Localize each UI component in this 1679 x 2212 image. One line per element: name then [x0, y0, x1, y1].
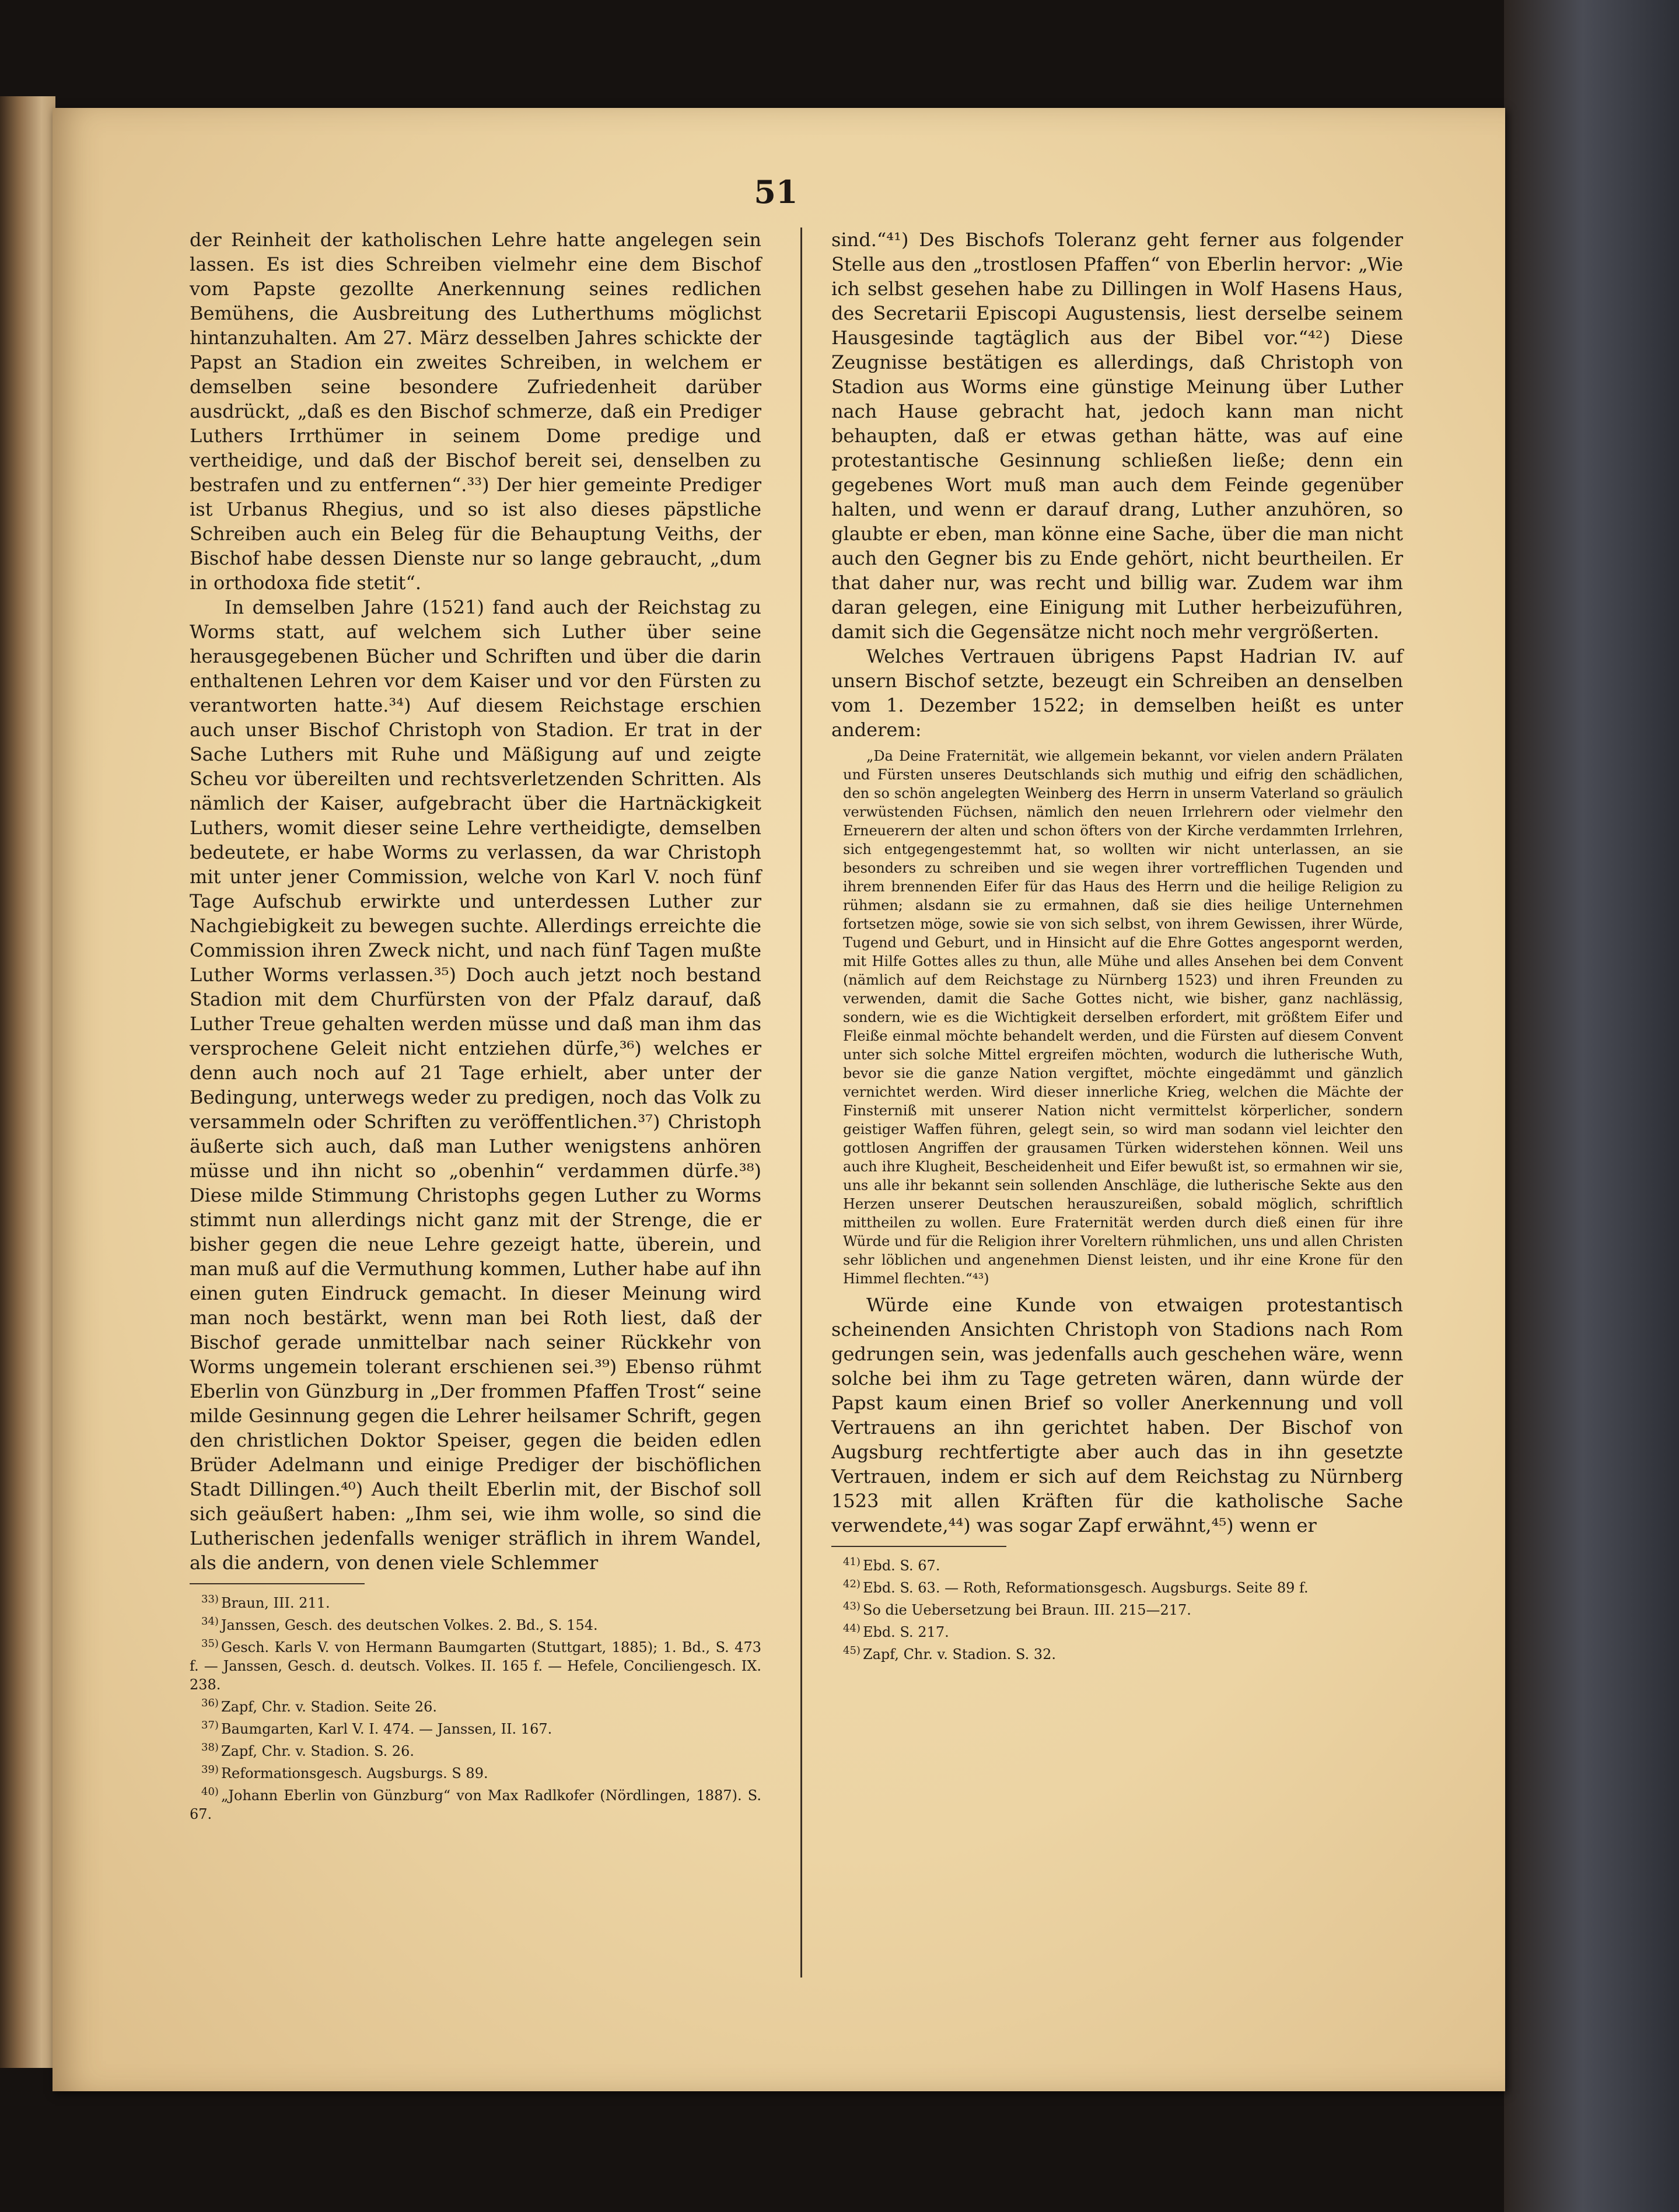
footnote-number: 41)	[843, 1556, 861, 1568]
left-paragraph-2: In demselben Jahre (1521) fand auch der Reichstag zu Worms statt, auf welchem sich Luther über seine herausgegebenen Bücher und Schriften und über die darin enthaltenen Lehren vor dem Kaiser und vor den Fürsten zu verantworten hatte.³⁴) Auf diesem Reichstage erschien auch unser Bischof Christoph von Stadion. Er trat in der Sache Luthers mit Ruhe und Mäßigung auf und zeigte Scheu vor übereilten und rechtsverletzenden Schritten. Als nämlich der Kaiser, aufgebracht über die Hartnäckigkeit Luthers, womit dieser seine Lehre vertheidigte, demselben bedeutete, er habe Worms zu verlassen, da war Christoph mit unter jener Commission, welche von Karl V. noch fünf Tage Aufschub erwirkte und unterdessen Luther zur Nachgiebigkeit zu bewegen suchte. Allerdings erreichte die Commission ihren Zweck nicht, und nach fünf Tagen mußte Luther Worms verlassen.³⁵) Doch auch jetzt noch bestand Stadion mit dem Churfürsten von der Pfalz darauf, daß Luther Treue gehalten werden müsse und daß man ihm das versprochene Geleit nicht entziehen dürfe,³⁶) welches er denn auch noch auf 21 Tage erhielt, aber unter der Bedingung, unterwegs weder zu predigen, noch das Volk zu versammeln oder Schriften zu veröffentlichen.³⁷) Christoph äußerte sich auch, daß man Luther wenigstens anhören müsse und ihn nicht so „obenhin“ verdammen dürfe.³⁸) Diese milde Stimmung Christophs gegen Luther zu Worms stimmt nun allerdings nicht ganz mit der Strenge, die er bisher gegen die neue Lehre gezeigt hatte, überein, und man muß auf die Vermuthung kommen, Luther habe auf ihn einen guten Eindruck gemacht. In dieser Meinung wird man noch bestärkt, wenn man bei Roth liest, daß der Bischof gerade unmittelbar nach seiner Rückkehr von Worms ungemein tolerant erschienen sei.³⁹) Ebenso rühmt Eberlin von Günzburg in „Der frommen Pfaffen Trost“ seine milde Gesinnung gegen die Lehrer heilsamer Schrift, gegen den christlichen Doktor Speiser, gegen die beiden edlen Brüder Adelmann und einige Prediger der bischöflichen Stadt Dillingen.⁴⁰) Auch theilt Eberlin mit, der Bischof soll sich geäußert haben: „Ihm sei, wie ihm wolle, so sind die Lutherischen jedenfalls weniger sträflich in ihrem Wandel, als die andern, von denen viele Schlemmer	[190, 596, 761, 1574]
footnote-text: So die Uebersetzung bei Braun. III. 215—217.	[862, 1602, 1191, 1618]
footnote-34	[190, 1612, 761, 1634]
footnote-number: 33)	[201, 1593, 219, 1605]
page-number: 51	[754, 173, 798, 211]
right-paragraph-2: Welches Vertrauen übrigens Papst Hadrian IV. auf unsern Bischof setzte, bezeugt ein Schreiben an denselben vom 1. Dezember 1522; in demselben heißt es unter anderem:	[831, 645, 1403, 741]
footnote-42	[831, 1575, 1403, 1597]
footnote-number: 43)	[843, 1600, 861, 1612]
footnote-text: Ebd. S. 67.	[862, 1558, 940, 1574]
footnote-text: Gesch. Karls V. von Hermann Baumgarten (Stuttgart, 1885); 1. Bd., S. 473 f. — Janssen, Gesch. d. deutsch. Volkes. II. 165 f. — Hefele, Conciliengesch. IX. 238.	[190, 1639, 761, 1693]
footnote-number: 36)	[201, 1697, 219, 1709]
footnote-35	[190, 1634, 761, 1694]
right-column	[831, 228, 1403, 1664]
footnote-38	[190, 1738, 761, 1760]
papal-letter-quote: „Da Deine Fraternität, wie allgemein bekannt, vor vielen andern Prälaten und Fürsten unseres Deutschlands sich muthig und eifrig den schädlichen, den so schön angelegten Weinberg des Herrn in unserm Vaterland so gräulich verwüstenden Füchsen, nämlich den neuen Irrlehrern oder vielmehr den Erneuerern der alten und schon öfters von der Kirche verdammten Irrlehren, sich entgegengestemmt hat, so wollten wir nicht unterlassen, an sie besonders zu schreiben und sie wegen ihrer vortrefflichen Tugenden und ihrem brennenden Eifer für das Haus des Herrn und die heilige Religion zu rühmen; alsdann sie zu ermahnen, daß sie dies heilige Unternehmen fortsetzen möge, sowie sie von sich selbst, von ihrem Gewissen, ihrer Würde, Tugend und Geburt, und in Hinsicht auf die Ehre Gottes angespornt werden, mit Hilfe Gottes alles zu thun, alle Mühe und alles Ansehen bei dem Convent (nämlich auf dem Reichstage zu Nürnberg 1523) und ihren Freunden zu verwenden, damit die Sache Gottes nicht, wie bisher, ganz nachlässig, sondern, wie es die Wichtigkeit derselben erfordert, mit größtem Eifer und Fleiße einmal möchte behandelt werden, und die Fürsten auf diesem Convent unter sich solche Mittel ergreifen möchten, wodurch die lutherische Wuth, bevor sie die ganze Nation vergiftet, möchte eingedämmt und gänzlich vernichtet werden. Wird dieser innerliche Krieg, welchen die Mächte der Finsterniß mit unserer Nation nicht vermittelst körperlicher, sondern geistiger Waffen führen, gelegt sein, so wird man sodann viel leichter den gottlosen Angriffen der grausamen Türken widerstehen können. Weil uns auch ihre Klugheit, Bescheidenheit und Eifer bewußt ist, so ermahnen wir sie, uns alle ihr bekannt sein sollenden Anschläge, die lutherische Sekte aus den Herzen unserer Deutschen herauszureißen, sobald möglich, schriftlich mittheilen zu wollen. Eure Fraternität werden durch dieß einen für ihre Würde und für die Religion ihrer Voreltern rühmlichen, uns und allen Christen sehr löblichen und angenehmen Dienst leisten, und ihr eine Krone für den Himmel flechten.“⁴³)	[843, 748, 1403, 1287]
footnote-text: Baumgarten, Karl V. I. 474. — Janssen, II. 167.	[221, 1721, 552, 1737]
footnote-number: 44)	[843, 1622, 861, 1634]
footnote-37	[190, 1716, 761, 1738]
left-column	[190, 228, 761, 1824]
footnote-text: Ebd. S. 63. — Roth, Reformationsgesch. Augsburgs. Seite 89 f.	[862, 1580, 1309, 1596]
footnote-45	[831, 1642, 1403, 1664]
left-paragraph-1: der Reinheit der katholischen Lehre hatte angelegen sein lassen. Es ist dies Schreiben vielmehr eine dem Bischof vom Papste gezollte Anerkennung seines redlichen Bemühens, die Ausbreitung des Lutherthums möglichst hintanzuhalten. Am 27. März desselben Jahres schickte der Papst an Stadion ein zweites Schreiben, in welchem er demselben seine besondere Zufriedenheit darüber ausdrückt, „daß es den Bischof schmerze, daß ein Prediger Luthers Irrthümer in seinem Dome predige und vertheidige, und daß der Bischof bereit sei, denselben zu bestrafen und zu entfernen“.³³) Der hier gemeinte Prediger ist Urbanus Rhegius, und so ist also dieses päpstliche Schreiben auch ein Beleg für die Behauptung Veiths, der Bischof habe dessen Dienste nur so lange gebraucht, „dum in orthodoxa fide stetit“.	[190, 229, 761, 594]
book-cover-edge	[1504, 0, 1679, 2212]
facing-page-edge	[0, 96, 55, 2068]
footnote-number: 38)	[201, 1741, 219, 1754]
footnote-number: 37)	[201, 1719, 219, 1731]
footnote-39	[190, 1760, 761, 1783]
footnote-number: 40)	[201, 1786, 219, 1798]
footnote-divider	[190, 1583, 365, 1584]
book-page	[53, 108, 1505, 2091]
footnote-text: Zapf, Chr. v. Stadion. Seite 26.	[221, 1699, 438, 1715]
footnote-number: 39)	[201, 1763, 219, 1776]
footnote-number: 45)	[843, 1644, 861, 1657]
footnote-number: 35)	[201, 1637, 219, 1650]
footnote-43	[831, 1597, 1403, 1619]
footnote-text: Zapf, Chr. v. Stadion. S. 26.	[221, 1743, 415, 1759]
right-paragraph-3: Würde eine Kunde von etwaigen protestantisch scheinenden Ansichten Christoph von Stadions nach Rom gedrungen sein, was jedenfalls auch geschehen wäre, wenn solche bei ihm zu Tage getreten wären, dann würde der Papst kaum einen Brief so voller Anerkennung und voll Vertrauens an ihn gerichtet haben. Der Bischof von Augsburg rechtfertigte aber auch das in ihn gesetzte Vertrauen, indem er sich auf dem Reichstag zu Nürnberg 1523 mit allen Kräften für die katholische Sache verwendete,⁴⁴) was sogar Zapf erwähnt,⁴⁵) wenn er	[831, 1294, 1403, 1536]
footnote-33	[190, 1590, 761, 1612]
footnote-text: „Johann Eberlin von Günzburg“ von Max Radlkofer (Nördlingen, 1887). S. 67.	[190, 1787, 761, 1822]
footnote-text: Janssen, Gesch. des deutschen Volkes. 2. Bd., S. 154.	[221, 1617, 598, 1633]
footnote-text: Reformationsgesch. Augsburgs. S 89.	[221, 1765, 488, 1782]
footnote-44	[831, 1619, 1403, 1642]
column-divider	[800, 228, 802, 1978]
footnote-36	[190, 1694, 761, 1716]
footnote-41	[831, 1553, 1403, 1575]
right-paragraph-1: sind.“⁴¹) Des Bischofs Toleranz geht ferner aus folgender Stelle aus den „trostlosen Pfaffen“ von Eberlin hervor: „Wie ich selbst gesehen habe zu Dillingen in Wolf Hasens Haus, des Secretarii Episcopi Augustensis, liest derselbe seinem Hausgesinde tagtäglich aus der Bibel vor.“⁴²) Diese Zeugnisse bestätigen es allerdings, daß Christoph von Stadion aus Worms eine günstige Meinung über Luther nach Hause gebracht hat, jedoch kann man nicht behaupten, daß er etwas gethan hätte, was auf eine protestantische Gesinnung schließen ließe; denn ein gegebenes Wort muß man auch dem Feinde gegenüber halten, und wenn er darauf drang, Luther anzuhören, so glaubte er eben, man könne eine Sache, über die man nicht auch den Gegner bis zu Ende gehört, nicht beurtheilen. Er that daher nur, was recht und billig war. Zudem war ihm daran gelegen, eine Einigung mit Luther herbeizuführen, damit sich die Gegensätze nicht noch mehr vergrößerten.	[831, 229, 1403, 643]
footnote-40	[190, 1783, 761, 1824]
footnote-text: Ebd. S. 217.	[862, 1624, 949, 1640]
footnote-text: Zapf, Chr. v. Stadion. S. 32.	[862, 1646, 1057, 1662]
footnote-number: 42)	[843, 1578, 861, 1590]
footnote-divider	[831, 1546, 1006, 1547]
footnote-number: 34)	[201, 1615, 219, 1628]
footnote-text: Braun, III. 211.	[221, 1595, 330, 1611]
